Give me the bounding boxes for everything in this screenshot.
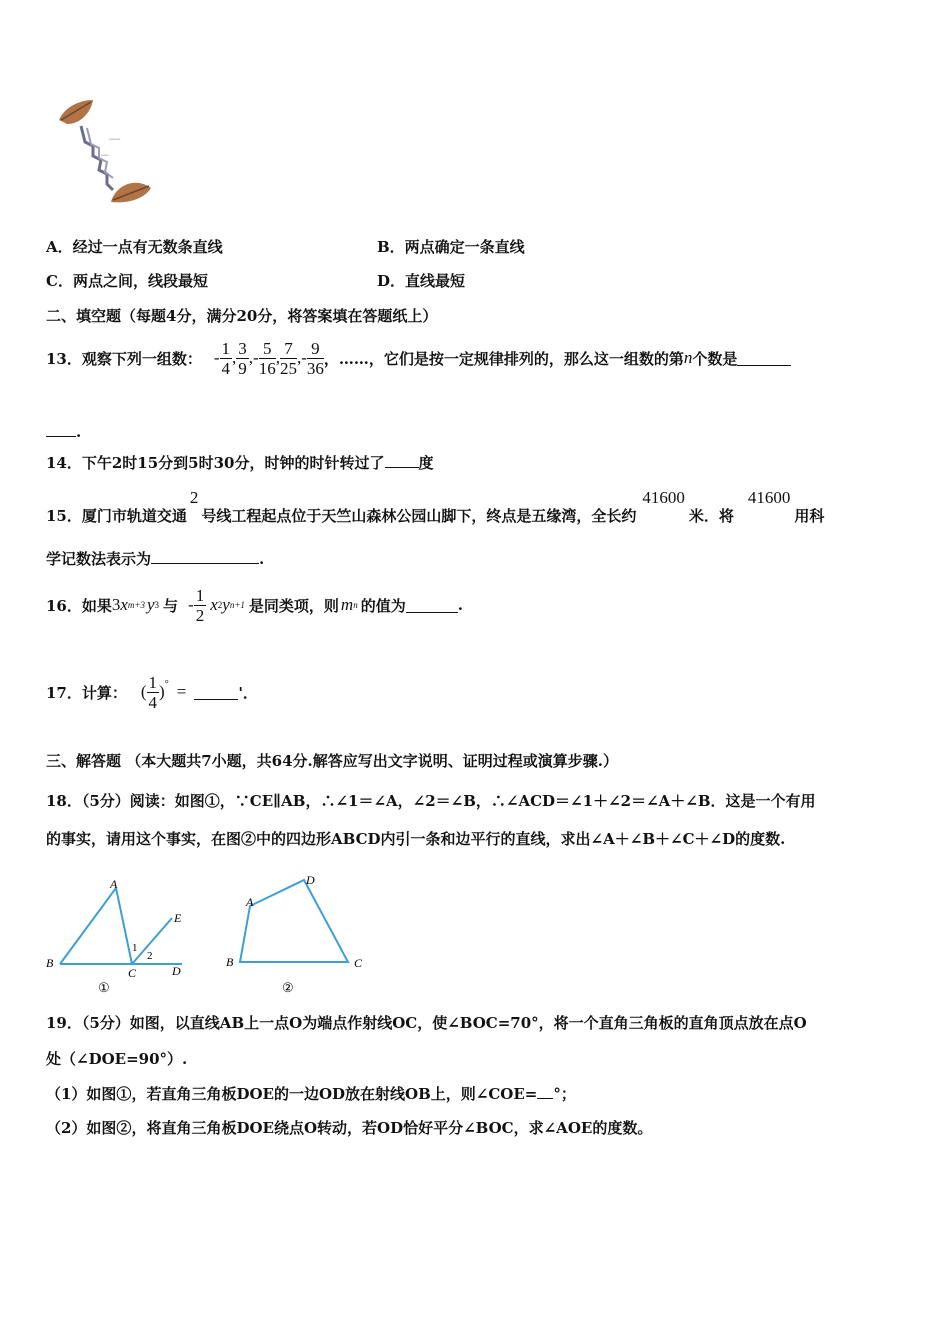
question-19-part1: （1）如图①，若直角三角板DOE的一边OD放在射线OB上，则∠COE= °； [46, 1085, 576, 1103]
option-d: D．直线最短 [377, 272, 466, 290]
question-15-line2: 学记数法表示为 . [46, 550, 265, 568]
q13-fraction-3: $\frac{5}{16}$ [258, 338, 276, 378]
fig1-caption: ① [98, 980, 110, 995]
question-19-part2: （2）如图②，将直角三角板DOE绕点O转动，若OD恰好平分∠BOC，求∠AOE的度数。 [46, 1119, 653, 1137]
q13-fraction-5: $\frac{9}{36}$ [306, 338, 324, 378]
q16-answer-blank[interactable] [406, 598, 458, 613]
leaf-lines-figure-icon [55, 98, 155, 204]
question-18-line1: 18．（5分）阅读：如图①，∵CE∥AB，∴∠1＝∠A，∠2＝∠B，∴∠ACD＝∠1＋∠2＝∠A＋∠B．这是一个有用 [46, 792, 816, 810]
question-19-line2: 处（∠DOE=90°）. [46, 1050, 188, 1068]
question-15: 15．厦门市轨道交通 2 号线工程起点位于天竺山森林公园山脚下，终点是五缘湾，全长约 41600 米．将 41600 用科 [46, 488, 825, 525]
q13-fraction-4: $\frac{7}{25}$ [279, 338, 297, 378]
option-b: B．两点确定一条直线 [377, 238, 525, 256]
question-13: 13．观察下列一组数： - $\frac{1}{4}$ , $\frac{3}{9}$ , - $\frac{5}{16}$ , $\frac{7}{25}$ , - $\frac{9}{36}$ ，……，它们是按一定规律排列的，那么这一组数的第 n 个数是 [46, 328, 791, 388]
q13-fraction-1: $\frac{1}{4}$ [221, 338, 231, 378]
q13-sign-3: - [253, 348, 259, 367]
q13-answer-blank-cont[interactable]: . [46, 422, 81, 441]
fig2-label-d: D [306, 873, 315, 887]
question-19-line1: 19．（5分）如图，以直线AB上一点O为端点作射线OC，使∠BOC=70°，将一个直角三角板的直角顶点放在点O [46, 1014, 807, 1032]
q15-answer-blank[interactable] [151, 549, 259, 564]
q16-fraction: $\frac{1}{2}$ [195, 585, 205, 625]
option-c: C．两点之间，线段最短 [46, 272, 208, 290]
fig2-caption: ② [282, 980, 294, 995]
fig1-label-b: B [46, 956, 54, 970]
q13-lead: 13．观察下列一组数： [46, 349, 202, 368]
option-a: A．经过一点有无数条直线 [46, 238, 223, 256]
q15-length-2: 41600 [747, 488, 791, 507]
fig1-label-c: C [128, 966, 137, 980]
fig2-label-a: A [246, 895, 254, 909]
question-18-line2: 的事实，请用这个事实，在图②中的四边形ABCD内引一条和边平行的直线，求出∠A＋∠B＋∠C＋∠D的度数. [46, 830, 786, 848]
q17-answer-blank[interactable] [194, 685, 238, 700]
fig1-line-ac [116, 888, 132, 964]
fig1-label-d: D [172, 964, 181, 978]
figure-1 [40, 872, 200, 1000]
q15-length-1: 41600 [642, 488, 685, 507]
q13-answer-blank[interactable] [737, 351, 791, 366]
q15-line-number: 2 [189, 488, 199, 507]
question-14: 14．下午2时15分到5时30分，时钟的时针转过了 度 [46, 454, 434, 472]
svg-text:~~~: ~~~ [109, 136, 121, 144]
fig1-angle-1: 1 [132, 942, 138, 954]
question-17: 17．计算： ( $\frac{1}{4}$ ) ° = '． [46, 672, 258, 712]
section-3-title: 三、解答题 （本大题共7小题，共64分.解答应写出文字说明、证明过程或演算步骤.） [46, 752, 618, 770]
question-16: 16．如果 3 x m+3 y 3 与 - $\frac{1}{2}$ x 2 y n+1 是同类项，则 m n 的值为 . [46, 585, 463, 625]
q13-tail: ，……，它们是按一定规律排列的，那么这一组数的第 [323, 349, 684, 368]
fig1-angle-2: 2 [147, 950, 153, 962]
fig2-label-b: B [226, 955, 234, 969]
q13-n: n [683, 348, 693, 367]
q19-answer-blank[interactable] [537, 1084, 553, 1099]
section-2-title: 二、填空题（每题4分，满分20分，将答案填在答题纸上） [46, 307, 438, 325]
q13-tail2: 个数是 [692, 349, 738, 368]
q13-fraction-2: $\frac{3}{9}$ [238, 338, 247, 378]
fig1-label-e: E [174, 911, 182, 925]
figure-2 [218, 868, 368, 1000]
fig1-label-a: A [110, 877, 118, 891]
q17-fraction: $\frac{1}{4}$ [148, 672, 158, 712]
q13-sign-5: - [301, 348, 307, 367]
q13-sign-1: - [213, 348, 220, 367]
fig1-line-ba [60, 888, 116, 964]
svg-text:~~: ~~ [101, 152, 109, 160]
fig2-label-c: C [354, 956, 363, 970]
fig2-quadrilateral [240, 880, 348, 962]
q14-answer-blank[interactable] [385, 453, 419, 468]
